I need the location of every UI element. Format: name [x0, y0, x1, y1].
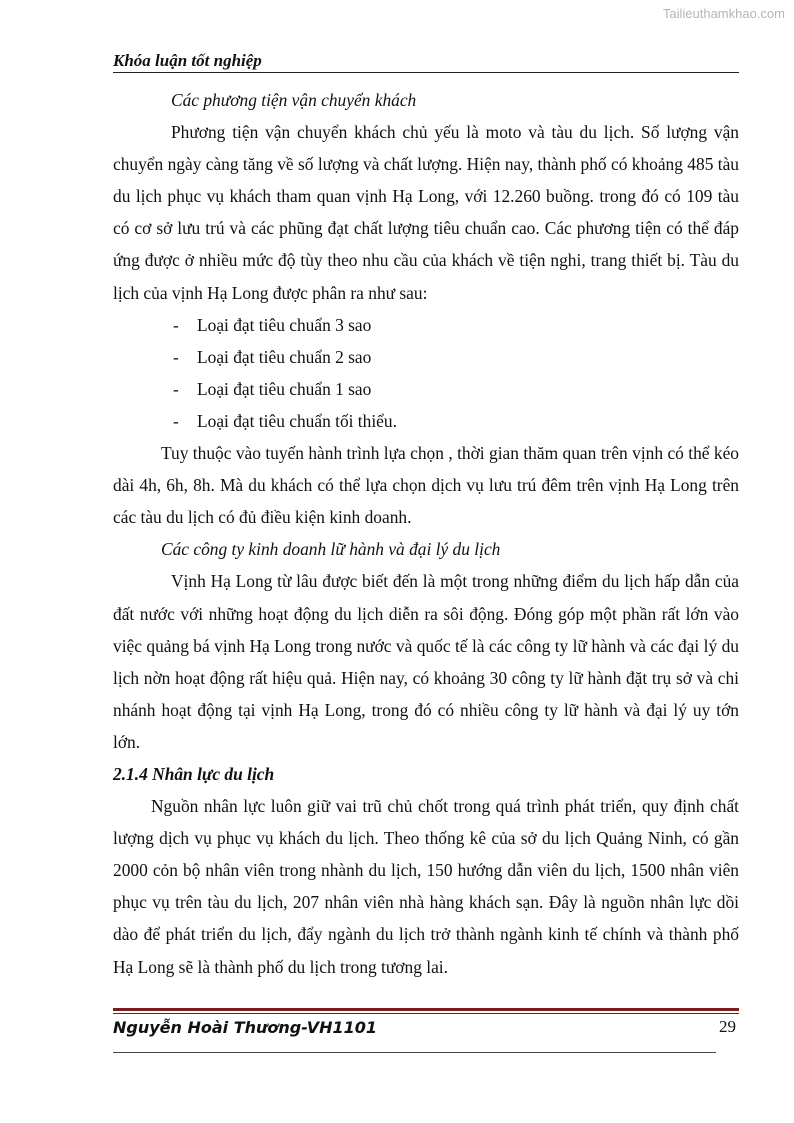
- footer-divider-bottom: [113, 1052, 716, 1053]
- list-item-text: Loại đạt tiêu chuẩn 1 sao: [197, 378, 372, 399]
- list-item-text: Loại đạt tiêu chuẩn 3 sao: [197, 314, 372, 335]
- list-item: [113, 405, 739, 437]
- page-header-title: Khóa luận tốt nghiệp: [113, 51, 262, 70]
- paragraph-travel-companies: Vịnh Hạ Long từ lâu được biết đến là một trong những điểm du lịch hấp dẫn của đất nước với những hoạt động du lịch diễn ra sôi động. Đóng góp một phần rất lớn vào việc quảng bá vịnh Hạ Long trong nước và quốc tế là các công ty lữ hành và các đại lý du lịch nờn hoạt động rất hiệu quả. Hiện nay, có khoảng 30 công ty lữ hành đặt trụ sở và chi nhánh hoạt động tại vịnh Hạ Long, trong đó có nhiều công ty lữ hành và đại lý uy tớn lớn.: [113, 571, 739, 752]
- watermark: Tailieuthamkhao.com: [662, 6, 785, 21]
- list-item: [113, 309, 739, 341]
- bullet-dash: -: [173, 346, 179, 367]
- bullet-dash: -: [173, 410, 179, 431]
- footer-divider-thin: [113, 1013, 739, 1014]
- paragraph-transport: Phương tiện vận chuyển khách chủ yếu là moto và tàu du lịch. Số lượng vận chuyển ngày càng tăng về số lượng và chất lượng. Hiện nay, thành phố có khoảng 485 tàu du lịch phục vụ khách tham quan vịnh Hạ Long, với 12.260 buồng. trong đó có 109 tàu có cơ sở lưu trú và các phũng đạt chất lượng tiêu chuẩn cao. Các phương tiện có thể đáp ứng được ở nhiều mức độ tùy theo nhu cầu của khách về tiện nghi, trang thiết bị. Tàu du lịch của vịnh Hạ Long được phân ra như sau:: [113, 122, 739, 303]
- section-heading: 2.1.4 Nhân lực du lịch: [113, 763, 275, 784]
- subheading-travel-companies: Các công ty kinh doanh lữ hành và đại lý du lịch: [161, 539, 501, 560]
- header-divider: [113, 72, 739, 73]
- boat-category-list: [113, 309, 739, 437]
- paragraph-human-resources: Nguồn nhân lực luôn giữ vai trũ chủ chốt trong quá trình phát triển, quy định chất lượng dịch vụ phục vụ khách du lịch. Theo thống kê của sở du lịch Quảng Ninh, có gần 2000 cỏn bộ nhân viên trong nhành du lịch, 150 hướng dẫn viên du lịch, 1500 nhân viên phục vụ trên tàu du lịch, 207 nhân viên nhà hàng khách sạn. Đây là nguồn nhân lực dồi dào để phát triển du lịch, đẩy ngành du lịch trở thành ngành kinh tế chính và thành phố Hạ Long sẽ là thành phố du lịch trong tương lai.: [113, 796, 739, 977]
- list-item: [113, 373, 739, 405]
- list-item-text: Loại đạt tiêu chuẩn tối thiểu.: [197, 410, 397, 431]
- bullet-dash: -: [173, 314, 179, 335]
- list-item-text: Loại đạt tiêu chuẩn 2 sao: [197, 346, 372, 367]
- document-body: [113, 84, 739, 983]
- paragraph-itinerary: Tuy thuộc vào tuyến hành trình lựa chọn , thời gian thăm quan trên vịnh có thể kéo dài 4h, 6h, 8h. Mà du khách có thể lựa chọn dịch vụ lưu trú đêm trên vịnh Hạ Long trên các tàu du lịch có đủ điều kiện kinh doanh.: [113, 443, 739, 528]
- footer-divider-thick: [113, 1008, 739, 1011]
- bullet-dash: -: [173, 378, 179, 399]
- subheading-transport: Các phương tiện vận chuyển khách: [171, 90, 417, 110]
- list-item: [113, 341, 739, 373]
- page-number: 29: [719, 1017, 736, 1036]
- footer-author: Nguyễn Hoài Thương-VH1101: [113, 1018, 378, 1037]
